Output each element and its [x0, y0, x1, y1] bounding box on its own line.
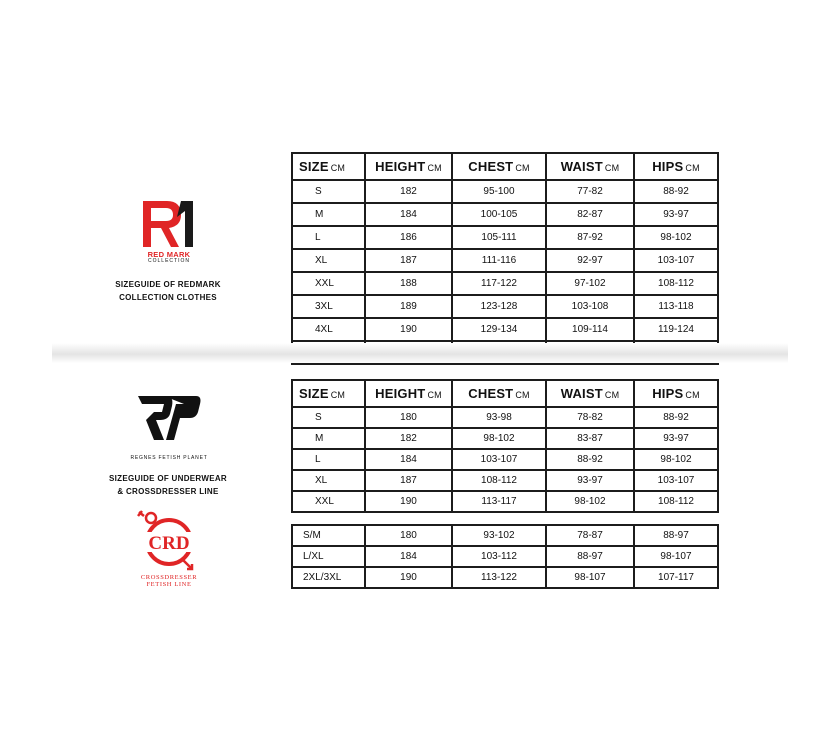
redmark-caption-line1: SIZEGUIDE OF REDMARK: [115, 280, 221, 289]
cell-waist: 97-102: [546, 272, 634, 295]
cell-size: M: [292, 203, 365, 226]
header-hips: [634, 380, 718, 407]
table-row: [292, 525, 718, 546]
table-row: [292, 407, 718, 428]
header-waist: [546, 153, 634, 180]
crd-logo-line2: FETISH LINE: [146, 581, 192, 588]
header-unit: CM: [427, 390, 442, 400]
header-unit: CM: [604, 163, 620, 173]
cell-hips: 88-92: [634, 180, 718, 203]
cell-waist: 87-92: [546, 226, 634, 249]
cell-chest: 123-128: [452, 295, 546, 318]
cell-chest: 103-107: [452, 449, 546, 470]
table-row: [292, 318, 718, 341]
cell-size: L: [292, 226, 365, 249]
cell-height: 190: [365, 491, 452, 512]
header-label: HIPS: [652, 159, 684, 174]
rfp-logo: [134, 392, 204, 446]
crd-logo-icon: [133, 508, 205, 572]
cell-hips: 113-118: [634, 295, 718, 318]
cell-chest: 100-105: [452, 203, 546, 226]
redmark-caption-line2: COLLECTION CLOTHES: [119, 293, 217, 302]
cell-hips: 98-102: [634, 226, 718, 249]
table-row: [292, 491, 718, 512]
cell-hips: 98-102: [634, 449, 718, 470]
cell-hips: 93-97: [634, 428, 718, 449]
header-label: CHEST: [468, 386, 514, 401]
rfp-caption-line1: SIZEGUIDE OF UNDERWEAR: [108, 474, 227, 483]
cell-height: 184: [365, 449, 452, 470]
cell-size: S/M: [292, 525, 365, 546]
cell-hips: 108-112: [634, 491, 718, 512]
header-label: HEIGHT: [375, 159, 426, 174]
table-row: [292, 470, 718, 491]
table-row: [292, 546, 718, 567]
cell-size: XXL: [292, 491, 365, 512]
table-row: [292, 567, 718, 588]
cell-chest: 93-102: [452, 525, 546, 546]
table-row: [292, 295, 718, 318]
table-row: [292, 180, 718, 203]
header-waist: [546, 380, 634, 407]
cell-size: L/XL: [292, 546, 365, 567]
cell-height: 180: [365, 407, 452, 428]
header-unit: CM: [515, 163, 530, 173]
cell-chest: 98-102: [452, 428, 546, 449]
cell-waist: 83-87: [546, 428, 634, 449]
cell-hips: 93-97: [634, 203, 718, 226]
cell-waist: 92-97: [546, 249, 634, 272]
table-row: [292, 226, 718, 249]
cell-hips: 88-97: [634, 525, 718, 546]
cell-size: L: [292, 449, 365, 470]
header-height: [365, 153, 452, 180]
table-row: [292, 249, 718, 272]
cell-size: 2XL/3XL: [292, 567, 365, 588]
header-chest: [452, 380, 546, 407]
cell-size: XL: [292, 249, 365, 272]
redmark-logo-sub: COLLECTION: [148, 258, 190, 264]
cell-size: XXL: [292, 272, 365, 295]
cell-height: 189: [365, 295, 452, 318]
cell-chest: 113-122: [452, 567, 546, 588]
cell-height: 186: [365, 226, 452, 249]
underwear-size-table: [291, 379, 719, 513]
cell-size: M: [292, 428, 365, 449]
crd-logo: [133, 508, 205, 572]
cell-chest: 95-100: [452, 180, 546, 203]
crossdresser-size-table: [291, 524, 719, 589]
header-unit: CM: [427, 163, 442, 173]
cell-chest: 113-117: [452, 491, 546, 512]
header-label: SIZE: [299, 386, 329, 401]
cell-chest: 105-111: [452, 226, 546, 249]
header-unit: CM: [685, 390, 700, 400]
header-row: [292, 380, 718, 407]
cell-size: 4XL: [292, 318, 365, 341]
header-chest: [452, 153, 546, 180]
redmark-size-table: [291, 152, 719, 365]
cell-height: 182: [365, 428, 452, 449]
header-unit: CM: [515, 390, 530, 400]
section-divider: [52, 343, 788, 363]
rfp-caption-line2: & CROSSDRESSER LINE: [117, 487, 219, 496]
cell-waist: 77-82: [546, 180, 634, 203]
cell-waist: 82-87: [546, 203, 634, 226]
cell-waist: 78-87: [546, 525, 634, 546]
header-hips: [634, 153, 718, 180]
cell-hips: 88-92: [634, 407, 718, 428]
cell-chest: 93-98: [452, 407, 546, 428]
table-row: [292, 203, 718, 226]
table-row: [292, 449, 718, 470]
cell-size: S: [292, 407, 365, 428]
header-label: WAIST: [560, 386, 603, 401]
cell-height: 180: [365, 525, 452, 546]
rfp-logo-text: REGNES FETISH PLANET: [130, 455, 208, 461]
header-unit: CM: [604, 390, 620, 400]
cell-waist: 98-107: [546, 567, 634, 588]
header-unit: CM: [330, 163, 346, 173]
header-size: [292, 153, 365, 180]
table-row: [292, 428, 718, 449]
cell-hips: 103-107: [634, 249, 718, 272]
header-unit: CM: [330, 390, 346, 400]
cell-height: 187: [365, 470, 452, 491]
cell-chest: 129-134: [452, 318, 546, 341]
cell-height: 184: [365, 203, 452, 226]
cell-size: XL: [292, 470, 365, 491]
cell-waist: 109-114: [546, 318, 634, 341]
cell-height: 190: [365, 318, 452, 341]
cell-hips: 108-112: [634, 272, 718, 295]
cell-height: 184: [365, 546, 452, 567]
cell-chest: 103-112: [452, 546, 546, 567]
redmark-logo-name: RED MARK: [147, 250, 191, 259]
cell-height: 187: [365, 249, 452, 272]
cell-chest: 108-112: [452, 470, 546, 491]
cell-chest: 111-116: [452, 249, 546, 272]
cell-waist: 93-97: [546, 470, 634, 491]
cell-size: 3XL: [292, 295, 365, 318]
cell-chest: 117-122: [452, 272, 546, 295]
header-label: HIPS: [652, 386, 684, 401]
cell-hips: 107-117: [634, 567, 718, 588]
svg-text:CRD: CRD: [148, 533, 190, 554]
cell-size: S: [292, 180, 365, 203]
cell-hips: 103-107: [634, 470, 718, 491]
cell-height: 182: [365, 180, 452, 203]
header-label: HEIGHT: [375, 386, 426, 401]
cell-hips: 119-124: [634, 318, 718, 341]
cell-waist: 88-97: [546, 546, 634, 567]
rfp-logo-icon: [134, 392, 204, 446]
cell-height: 190: [365, 567, 452, 588]
cell-hips: 98-107: [634, 546, 718, 567]
header-unit: CM: [685, 163, 700, 173]
header-label: CHEST: [468, 159, 514, 174]
cell-waist: 78-82: [546, 407, 634, 428]
header-label: SIZE: [299, 159, 329, 174]
cell-waist: 88-92: [546, 449, 634, 470]
table-row: [292, 272, 718, 295]
header-label: WAIST: [560, 159, 603, 174]
header-size: [292, 380, 365, 407]
header-row: [292, 153, 718, 180]
crd-logo-line1: CROSSDRESSER: [140, 574, 198, 581]
header-height: [365, 380, 452, 407]
cell-height: 188: [365, 272, 452, 295]
cell-waist: 103-108: [546, 295, 634, 318]
cell-waist: 98-102: [546, 491, 634, 512]
